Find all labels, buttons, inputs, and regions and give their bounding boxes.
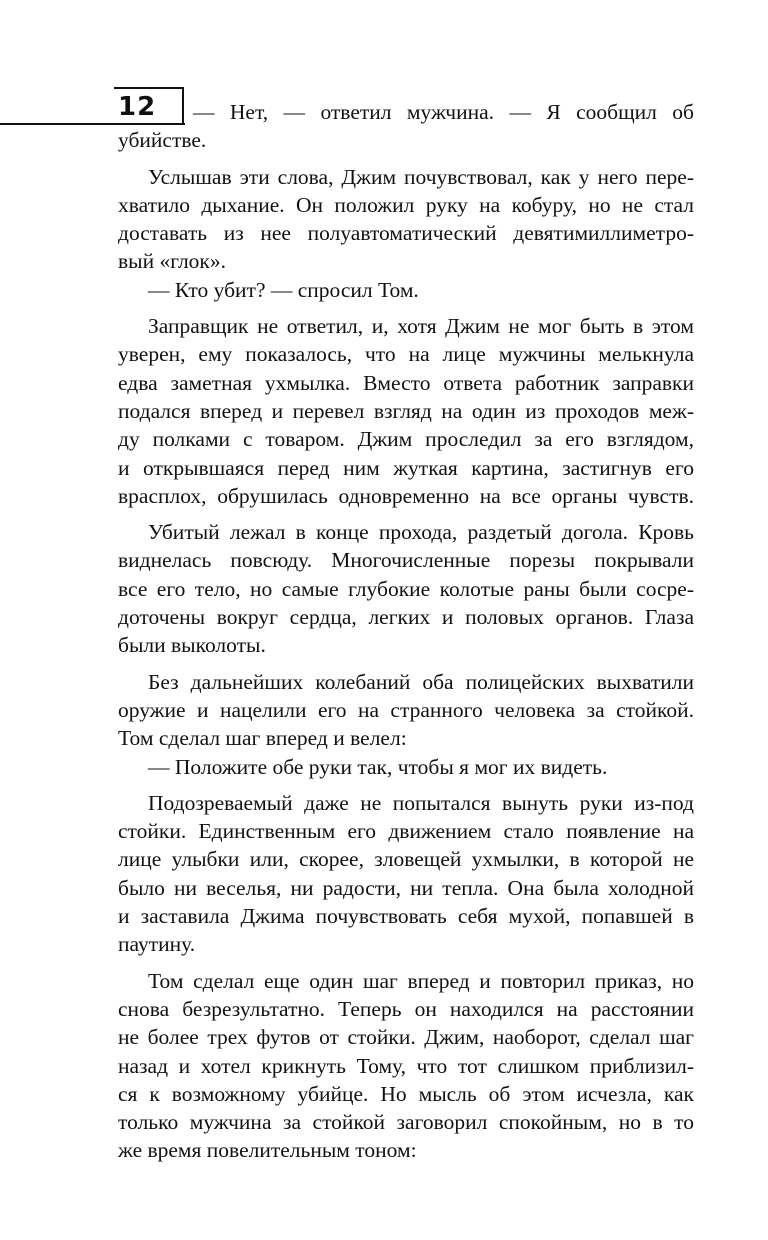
paragraph-line: [118, 219, 694, 247]
text-line: Заправщик не ответил, и, хотя Джим не мог быть в этом: [148, 314, 694, 339]
text-line: Услышав эти слова, Джим почувствовал, как у него пере-: [148, 164, 694, 189]
text-line: врасплох, обрушилась одновременно на все органы чувств.: [118, 483, 694, 508]
text-line: Том сделал шаг вперед и велел:: [118, 726, 407, 751]
text-line: и заставила Джима почувствовать себя мухой, попавшей в: [118, 904, 694, 929]
text-line: только мужчина за стойкой заговорил спокойным, но в то: [118, 1110, 694, 1135]
text-line: едва заметная ухмылка. Вместо ответа работник заправки: [118, 370, 694, 395]
text-line: лице улыбки или, скорее, зловещей ухмылки, в которой не: [118, 847, 694, 872]
paragraph-line: [118, 845, 694, 873]
text-line: доточены вокруг сердца, легких и половых органов. Глаза: [118, 605, 694, 630]
page-number: 12: [118, 92, 157, 122]
paragraph: [118, 98, 694, 126]
paragraph-line: [118, 1052, 694, 1080]
paragraph-line: [118, 631, 694, 659]
paragraph: [118, 967, 694, 995]
paragraph-line: [118, 454, 694, 482]
text-line: Том сделал еще один шаг вперед и повторил приказ, но: [148, 968, 694, 993]
text-line: стойки. Единственным его движением стало появление на: [118, 819, 694, 844]
body-text: [118, 98, 694, 1165]
paragraph-line: [118, 482, 694, 510]
text-line: Без дальнейших колебаний оба полицейских выхватили: [148, 669, 694, 694]
text-line: виднелась повсюду. Многочисленные порезы покрывали: [118, 548, 694, 573]
text-line: — Положите обе руки так, чтобы я мог их видеть.: [148, 754, 608, 779]
text-line: же время повелительным тоном:: [118, 1138, 417, 1163]
paragraph-line: [118, 1023, 694, 1051]
paragraph-line: [118, 930, 694, 958]
text-line: хватило дыхание. Он положил руку на кобуру, но не стал: [118, 192, 694, 217]
paragraph-line: [118, 1108, 694, 1136]
text-line: не более трех футов от стойки. Джим, наоборот, сделал шаг: [118, 1025, 694, 1050]
paragraph-line: [118, 397, 694, 425]
text-line: ду полками с товаром. Джим проследил за его взглядом,: [118, 427, 694, 452]
paragraph-line: [118, 603, 694, 631]
paragraph-line: [118, 1080, 694, 1108]
paragraph-line: [118, 247, 694, 275]
paragraph: [118, 668, 694, 696]
paragraph: [118, 753, 694, 781]
text-line: уверен, ему показалось, что на лице мужчины мелькнула: [118, 342, 694, 367]
text-line: ся к возможному убийце. Но мысль об этом исчезла, как: [118, 1081, 694, 1106]
text-line: все его тело, но самые глубокие колотые раны были сосре-: [118, 576, 694, 601]
paragraph-line: [118, 425, 694, 453]
text-line: — Кто убит? — спросил Том.: [148, 277, 419, 302]
paragraph-line: [118, 1136, 694, 1164]
text-line: и открывшаяся перед ним жуткая картина, застигнув его: [118, 455, 694, 480]
text-line: подался вперед и перевел взгляд на один из проходов меж-: [118, 398, 694, 423]
paragraph: [118, 789, 694, 817]
text-line: паутину.: [118, 932, 196, 957]
text-line: убийстве.: [118, 128, 207, 153]
paragraph-line: [118, 724, 694, 752]
paragraph-line: [118, 340, 694, 368]
paragraph: [118, 518, 694, 546]
text-line: — Нет, — ответил мужчина. — Я сообщил об: [193, 100, 694, 124]
paragraph-line: [118, 995, 694, 1023]
text-line: Подозреваемый даже не попытался вынуть руки из-под: [148, 790, 694, 815]
paragraph-line: [118, 696, 694, 724]
paragraph-line: [118, 817, 694, 845]
text-line: были выколоты.: [118, 633, 266, 658]
paragraph-line: [118, 369, 694, 397]
text-line: назад и хотел крикнуть Тому, что тот слишком приблизил-: [118, 1053, 694, 1078]
paragraph: [118, 163, 694, 191]
text-line: вый «глок».: [118, 249, 227, 274]
paragraph-line: [118, 191, 694, 219]
text-line: оружие и нацелили его на странного человека за стойкой.: [118, 697, 694, 722]
text-line: доставать из нее полуавтоматический девятимиллиметро-: [118, 221, 694, 246]
paragraph-continuation: [118, 126, 694, 154]
paragraph-line: [118, 902, 694, 930]
text-line: было ни веселья, ни радости, ни тепла. Она была холодной: [118, 875, 694, 900]
paragraph: [118, 312, 694, 340]
text-line: Убитый лежал в конце прохода, раздетый догола. Кровь: [148, 520, 694, 545]
paragraph-line: [118, 546, 694, 574]
paragraph-line: [118, 575, 694, 603]
paragraph-line: [118, 874, 694, 902]
paragraph: [118, 276, 694, 304]
text-line: снова безрезультатно. Теперь он находился на расстоянии: [118, 996, 694, 1021]
